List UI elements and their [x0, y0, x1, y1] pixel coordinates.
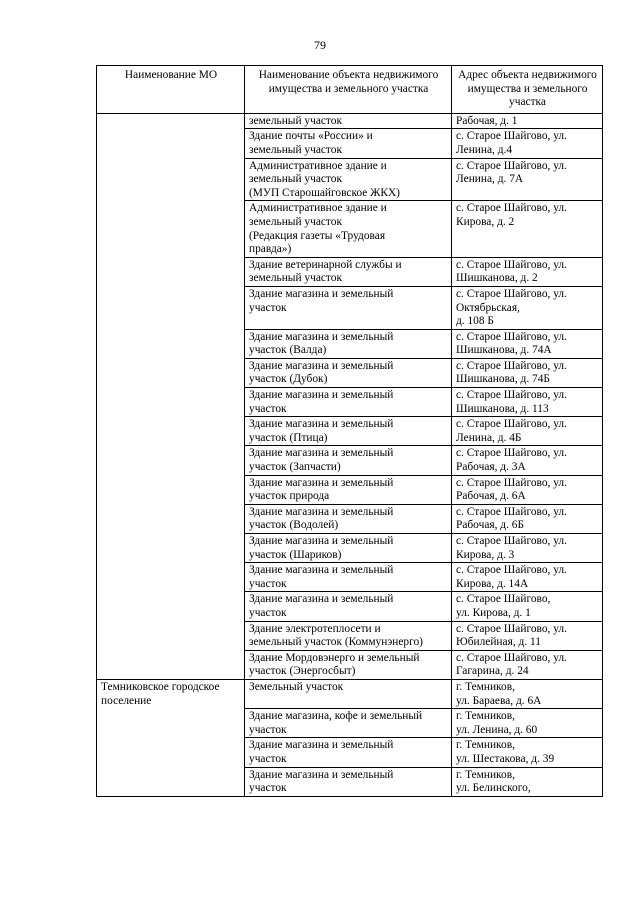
object-address-cell: с. Старое Шайгово, ул. Кирова, д. 3	[452, 534, 603, 563]
object-address-cell: с. Старое Шайгово, ул. Кирова, д. 1	[452, 592, 603, 621]
object-name-cell: Здание магазина, кофе и земельный участок	[245, 709, 452, 738]
object-name-cell: Здание магазина и земельный участок (Запчасти)	[245, 446, 452, 475]
object-address-cell: г. Темников, ул. Бараева, д. 6А	[452, 679, 603, 708]
object-address-cell: с. Старое Шайгово, ул. Шишканова, д. 2	[452, 257, 603, 286]
object-name-cell: Здание магазина и земельный участок (Валда)	[245, 329, 452, 358]
object-name-cell: Здание магазина и земельный участок (Дубок)	[245, 358, 452, 387]
object-address-cell: с. Старое Шайгово, ул. Юбилейная, д. 11	[452, 621, 603, 650]
object-name-cell: Здание магазина и земельный участок (Шариков)	[245, 534, 452, 563]
object-name-cell: Здание почты «России» и земельный участок	[245, 129, 452, 158]
object-address-cell: с. Старое Шайгово, ул. Октябрьская, д. 108 Б	[452, 286, 603, 329]
mo-name-cell: Темниковское городское поселение	[97, 679, 245, 796]
object-address-cell: с. Старое Шайгово, ул. Кирова, д. 14А	[452, 563, 603, 592]
object-address-cell: с. Старое Шайгово, ул. Шишканова, д. 113	[452, 388, 603, 417]
object-name-cell: Здание ветеринарной службы и земельный участок	[245, 257, 452, 286]
object-address-cell: с. Старое Шайгово, ул. Шишканова, д. 74Б	[452, 358, 603, 387]
object-address-cell: г. Темников, ул. Ленина, д. 60	[452, 709, 603, 738]
header-mo: Наименование МО	[97, 66, 245, 114]
object-address-cell: с. Старое Шайгово, ул. Шишканова, д. 74А	[452, 329, 603, 358]
property-table	[96, 65, 603, 797]
object-name-cell: Здание электротеплосети и земельный участок (Коммунэнерго)	[245, 621, 452, 650]
object-address-cell: с. Старое Шайгово, ул. Гагарина, д. 24	[452, 650, 603, 679]
header-address: Адрес объекта недвижимого имущества и земельного участка	[452, 66, 603, 114]
mo-name-cell	[97, 113, 245, 679]
object-name-cell: Административное здание и земельный участок (Редакция газеты «Трудовая правда»)	[245, 201, 452, 257]
object-address-cell: с. Старое Шайгово, ул. Рабочая, д. 6А	[452, 475, 603, 504]
object-address-cell: с. Старое Шайгово, ул. Рабочая, д. 3А	[452, 446, 603, 475]
object-address-cell: с. Старое Шайгово, ул. Ленина, д. 7А	[452, 158, 603, 201]
object-address-cell: с. Старое Шайгово, ул. Ленина, д. 4Б	[452, 417, 603, 446]
object-address-cell: с. Старое Шайгово, ул. Ленина, д.4	[452, 129, 603, 158]
object-name-cell: Здание магазина и земельный участок природа	[245, 475, 452, 504]
object-name-cell: Здание магазина и земельный участок (Водолей)	[245, 504, 452, 533]
object-address-cell: Рабочая, д. 1	[452, 113, 603, 129]
header-object: Наименование объекта недвижимого имущества и земельного участка	[245, 66, 452, 114]
page-number: 79	[314, 38, 326, 52]
object-address-cell: с. Старое Шайгово, ул. Кирова, д. 2	[452, 201, 603, 257]
object-name-cell: земельный участок	[245, 113, 452, 129]
object-name-cell: Земельный участок	[245, 679, 452, 708]
object-name-cell: Здание магазина и земельный участок	[245, 767, 452, 796]
object-name-cell: Здание магазина и земельный участок (Птица)	[245, 417, 452, 446]
object-address-cell: г. Темников, ул. Шестакова, д. 39	[452, 738, 603, 767]
table-header	[97, 66, 603, 114]
object-name-cell: Здание магазина и земельный участок	[245, 563, 452, 592]
object-name-cell: Здание магазина и земельный участок	[245, 738, 452, 767]
object-name-cell: Здание Мордовэнерго и земельный участок (Энергосбыт)	[245, 650, 452, 679]
object-address-cell: г. Темников, ул. Белинского,	[452, 767, 603, 796]
table-row	[97, 113, 603, 129]
table-body	[97, 113, 603, 796]
object-name-cell: Здание магазина и земельный участок	[245, 388, 452, 417]
object-name-cell: Здание магазина и земельный участок	[245, 286, 452, 329]
object-name-cell: Здание магазина и земельный участок	[245, 592, 452, 621]
object-name-cell: Административное здание и земельный участок (МУП Старошайговское ЖКХ)	[245, 158, 452, 201]
object-address-cell: с. Старое Шайгово, ул. Рабочая, д. 6Б	[452, 504, 603, 533]
table-row	[97, 679, 603, 708]
